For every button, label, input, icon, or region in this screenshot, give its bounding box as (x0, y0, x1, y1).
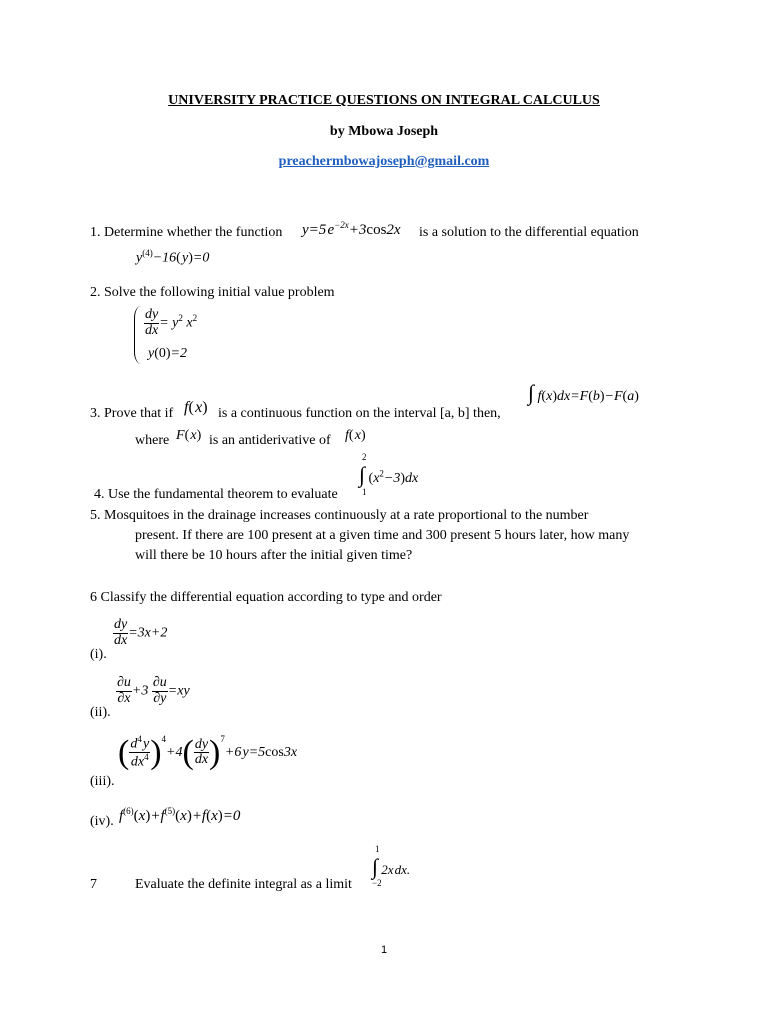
q1-pre-text: 1. Determine whether the function (90, 225, 283, 240)
q4-integral: ∫ $(x^2-3)dx$ (359, 462, 419, 487)
q7-lower-limit: −2 (372, 878, 382, 888)
question-5-line-1: 5. Mosquitoes in the drainage increases continuously at a rate proportional to the number (90, 508, 589, 523)
question-5-line-3: will there be 10 hours after the initial given time? (135, 548, 413, 563)
question-6-text: 6 Classify the differential equation according to type and order (90, 590, 442, 605)
question-7-text: Evaluate the definite integral as a limit (135, 877, 352, 892)
q6-label-ii: (ii). (90, 705, 111, 720)
q1-differential-equation: $y^{(4)}-16$( y)=0 (136, 248, 210, 266)
q1-function-equation: y=5 $e^{-2x}+3\cos 2x$ (302, 220, 401, 238)
question-1-text (90, 225, 282, 241)
q4-lower-limit: 1 (362, 487, 367, 497)
q3-Fx-symbol: F( x) (176, 428, 202, 443)
document-title: UNIVERSITY PRACTICE QUESTIONS ON INTEGRAL CALCULUS (168, 93, 600, 108)
question-2-text: 2. Solve the following initial value problem (90, 285, 335, 300)
q6-label-i: (i). (90, 647, 107, 662)
q3-anti-text: is an antiderivative of (209, 433, 331, 448)
q1-post-text: is a solution to the differential equation (419, 225, 639, 240)
page-number: 1 (380, 944, 388, 956)
author-email-link[interactable]: preachermbowajoseph@gmail.com (278, 154, 490, 169)
q7-upper-limit: 1 (375, 844, 380, 854)
q6-equation-iii: ( $\frac{d^4 y}{dx^4}$ )$^4$+4( $\frac{dy}{dx}$ )$^7$+6 y=5cos3x (118, 733, 298, 771)
q3-fx-symbol-2: f( x) (345, 428, 366, 443)
q6-label-iv: (iv). (90, 814, 114, 829)
q6-label-iii: (iii). (90, 774, 115, 789)
q6-equation-iv: $f^{(6)}(x)+f^{(5)}(x)+f(x)=0$ (119, 806, 241, 824)
q6-equation-ii: $\frac{\partial u}{\partial x}$ +3 $\frac{\partial u}{\partial y}$ =xy (117, 675, 190, 706)
q6-equation-i: $\frac{dy}{dx}$ =3x+2 (114, 617, 168, 648)
system-brace (134, 306, 143, 364)
question-4-text: 4. Use the fundamental theorem to evaluate (94, 487, 338, 502)
q4-upper-limit: 2 (362, 452, 367, 462)
q3-fx-symbol: f( x) (184, 399, 208, 416)
q3-pre-text: 3. Prove that if (90, 406, 174, 421)
question-7-number: 7 (90, 877, 97, 892)
q3-mid-text: is a continuous function on the interval [a, b] then, (218, 406, 501, 421)
author-line: by Mbowa Joseph (329, 124, 439, 139)
q2-initial-condition: y(0)=2 (148, 346, 187, 361)
q2-ode: $\frac{dy}{dx}$ = $y^2$ $x^2$ (145, 307, 198, 338)
q3-where-text: where (135, 433, 170, 448)
q3-ftc-formula: ∫ f(x)dx=F(b)−F(a) (528, 380, 639, 405)
q7-integral: ∫ 2x dx. (372, 854, 411, 879)
question-5-line-2: present. If there are 100 present at a given time and 300 present 5 hours later, how many (135, 528, 630, 543)
